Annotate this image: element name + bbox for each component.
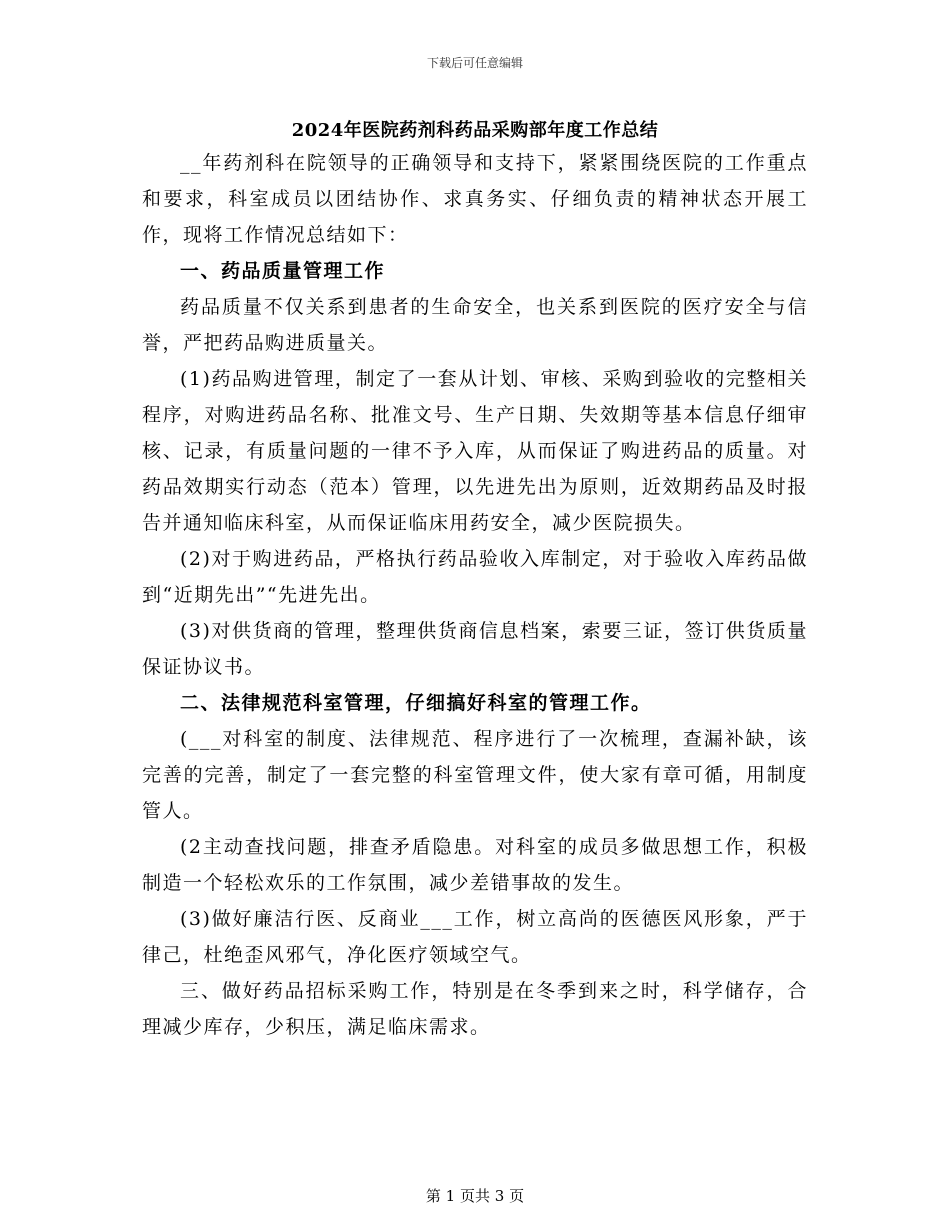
body-paragraph: (2主动查找问题，排查矛盾隐患。对科室的成员多做思想工作，积极制造一个轻松欢乐的工作氛围，减少差错事故的发生。 (142, 836, 808, 894)
body-paragraph: 药品质量不仅关系到患者的生命安全，也关系到医院的医疗安全与信誉，严把药品购进质量关。 (142, 296, 808, 354)
body-paragraph: (___对科室的制度、法律规范、程序进行了一次梳理，查漏补缺，该完善的完善，制定了一套完整的科室管理文件，使大家有章可循，用制度管人。 (142, 728, 808, 822)
header-note: 下载后可任意编辑 (426, 56, 523, 70)
page-number: 第 1 页共 3 页 (425, 1187, 525, 1205)
body-paragraph: (2)对于购进药品，严格执行药品验收入库制定，对于验收入库药品做到“近期先出”“先进先出。 (142, 548, 808, 606)
section-paragraph-3: 三、做好药品招标采购工作，特别是在冬季到来之时，科学储存，合理减少库存，少积压，满足临床需求。 (142, 980, 808, 1038)
section-heading-1: 一、药品质量管理工作 (180, 260, 386, 282)
body-paragraph: (1)药品购进管理，制定了一套从计划、审核、采购到验收的完整相关程序，对购进药品名称、批准文号、生产日期、失效期等基本信息仔细审核、记录，有质量问题的一律不予入库，从而保证了购进药品的质量。对药品效期实行动态（范本）管理，以先进先出为原则，近效期药品及时报告并通知临床科室，从而保证临床用药安全，减少医院损失。 (142, 368, 808, 534)
section-heading-2: 二、法律规范科室管理，仔细搞好科室的管理工作。 (180, 692, 652, 714)
body-paragraph: (3)对供货商的管理，整理供货商信息档案，索要三证，签订供货质量保证协议书。 (142, 620, 808, 678)
body-paragraph: (3)做好廉洁行医、反商业___工作，树立高尚的医德医风形象，严于律己，杜绝歪风邪气，净化医疗领域空气。 (142, 908, 808, 966)
intro-paragraph: __年药剂科在院领导的正确领导和支持下，紧紧围绕医院的工作重点和要求，科室成员以团结协作、求真务实、仔细负责的精神状态开展工作，现将工作情况总结如下： (142, 152, 808, 246)
document-body (142, 145, 808, 1045)
document-title: 2024年医院药剂科药品采购部年度工作总结 (291, 120, 659, 141)
